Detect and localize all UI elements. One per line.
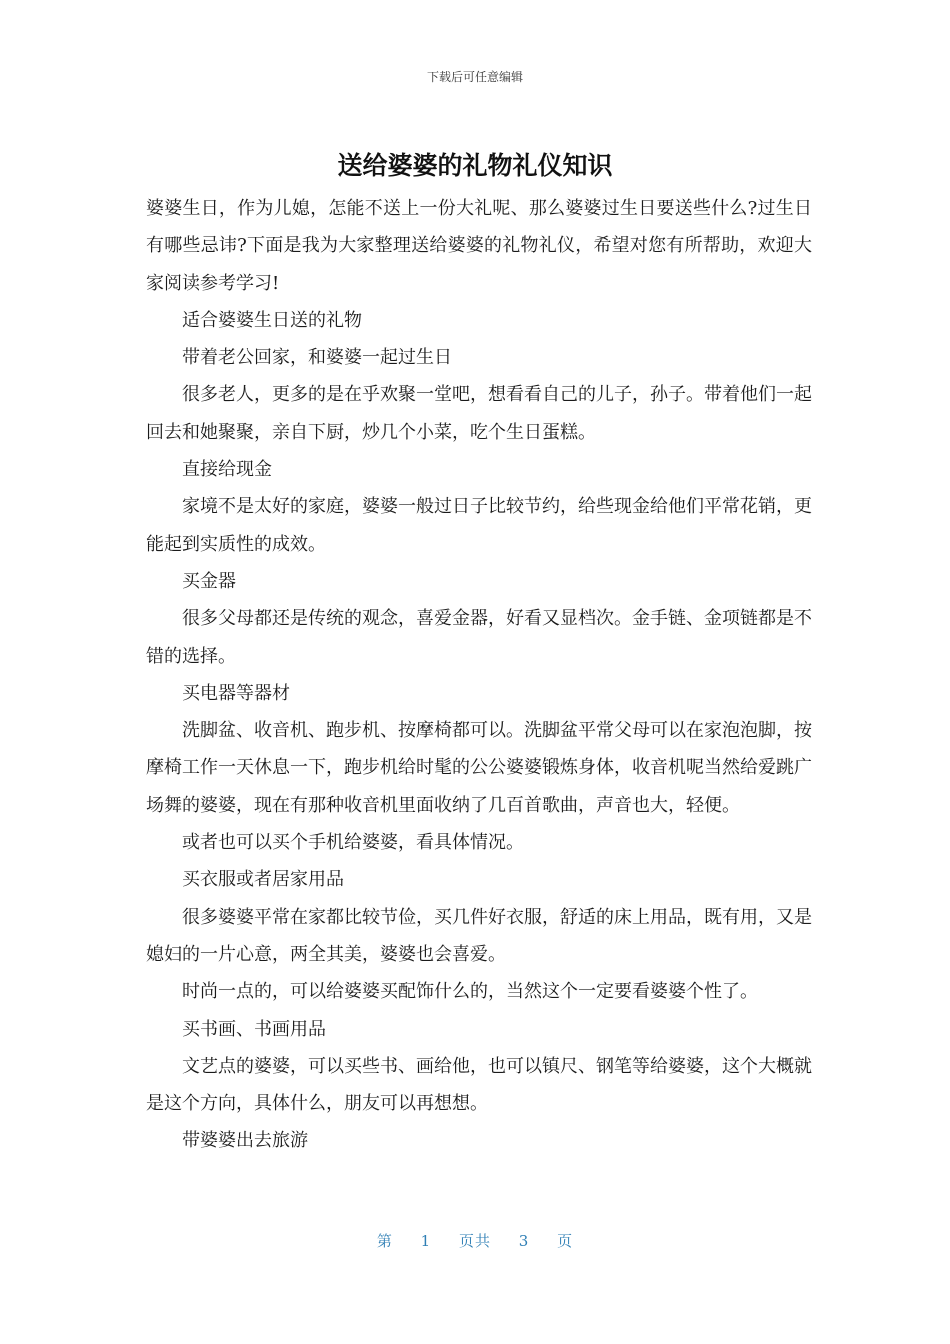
footer-page-number: 1	[420, 1232, 432, 1250]
paragraph: 买电器等器材	[182, 682, 290, 704]
paragraph: 时尚一点的，可以给婆婆买配饰什么的，当然这个一定要看婆婆个性了。	[182, 981, 758, 1003]
paragraph: 直接给现金	[182, 459, 272, 481]
footer-total-pages: 3	[518, 1232, 530, 1250]
paragraph: 很多父母都还是传统的观念，喜爱金器，好看又显档次。金手链、金项链都是不错的选择。	[146, 608, 812, 667]
paragraph: 带着老公回家，和婆婆一起过生日	[182, 347, 452, 369]
paragraph: 洗脚盆、收音机、跑步机、按摩椅都可以。洗脚盆平常父母可以在家泡泡脚，按摩椅工作一天休息一下，跑步机给时髦的公公婆婆锻炼身体，收音机呢当然给爱跳广场舞的婆婆，现在有那种收音机里面收纳了几百首歌曲，声音也大，轻便。	[146, 720, 812, 816]
document-body	[146, 190, 812, 1160]
document-title: 送给婆婆的礼物礼仪知识	[337, 151, 613, 180]
paragraph: 家境不是太好的家庭，婆婆一般过日子比较节约，给些现金给他们平常花销，更能起到实质性的成效。	[146, 496, 812, 555]
paragraph: 或者也可以买个手机给婆婆，看具体情况。	[182, 832, 524, 854]
paragraph: 买衣服或者居家用品	[182, 869, 344, 891]
header-note: 下载后可任意编辑	[426, 70, 523, 84]
footer-middle: 页共	[458, 1232, 491, 1250]
paragraph: 婆婆生日，作为儿媳，怎能不送上一份大礼呢、那么婆婆过生日要送些什么?过生日有哪些忌讳?下面是我为大家整理送给婆婆的礼物礼仪，希望对您有所帮助，欢迎大家阅读参考学习!	[146, 198, 812, 294]
paragraph: 文艺点的婆婆，可以买些书、画给他，也可以镇尺、钢笔等给婆婆，这个大概就是这个方向，具体什么，朋友可以再想想。	[146, 1055, 812, 1115]
paragraph: 很多老人，更多的是在乎欢聚一堂吧，想看看自己的儿子，孙子。带着他们一起回去和她聚聚，亲自下厨，炒几个小菜，吃个生日蛋糕。	[146, 384, 812, 443]
footer-prefix: 第	[376, 1232, 393, 1250]
paragraph: 买金器	[182, 570, 236, 592]
footer-suffix: 页	[557, 1232, 574, 1250]
paragraph: 适合婆婆生日送的礼物	[182, 309, 362, 331]
paragraph: 带婆婆出去旅游	[182, 1130, 308, 1152]
paragraph: 很多婆婆平常在家都比较节俭，买几件好衣服，舒适的床上用品，既有用，又是媳妇的一片心意，两全其美，婆婆也会喜爱。	[146, 906, 812, 965]
page-footer	[0, 1230, 950, 1251]
paragraph: 买书画、书画用品	[182, 1018, 326, 1040]
